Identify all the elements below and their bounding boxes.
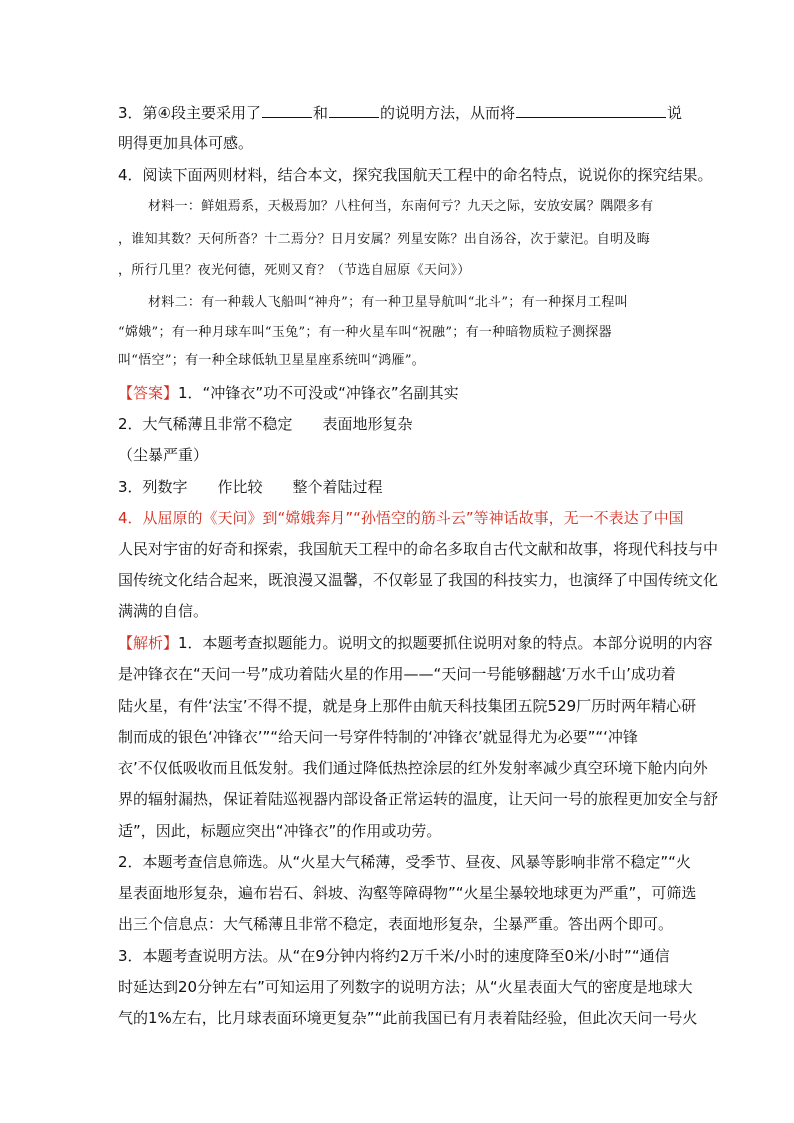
q3-text-3: 的说明方法，从而将 [380, 104, 516, 122]
material-1-line: ，谁知其数？天何所沓？十二焉分？日月安属？列星安陈？出自汤谷，次于蒙汜。自明及晦 [118, 232, 651, 247]
answer-4-line: 国传统文化结合起来，既浪漫又温馨，不仅彰显了我国的科技实力，也演绎了中国传统文化 [118, 571, 719, 589]
answer-tag: 【答案】 [118, 384, 179, 402]
q3-text-1: 3．第④段主要采用了 [118, 104, 261, 122]
analysis-tag: 【解析】 [118, 634, 179, 652]
answer-4-line: 4．从屈原的《天问》到“嫦娥奔月”“孙悟空的筋斗云”等神话故事，无一不表达了中国 [118, 509, 684, 527]
answer-4-line: 人民对宇宙的好奇和探索，我国航天工程中的命名多取自古代文献和故事，将现代科技与中 [118, 540, 719, 558]
q3-text-2: 和 [313, 104, 329, 122]
material-2-line: “嫦娥”；有一种月球车叫“玉兔”；有一种火星车叫“祝融”；有一种暗物质粒子测探器 [118, 325, 612, 340]
answer-blank [329, 101, 379, 118]
analysis-line: 气的1%左右，比月球表面环境更复杂”“此前我国已有月表着陆经验，但此次天问一号火 [118, 1009, 698, 1027]
analysis-line: 制而成的银色‘冲锋衣’”“给天问一号穿件特制的‘冲锋衣’就显得尤为必要”“‘冲锋 [118, 728, 638, 746]
answer-4-line: 满满的自信。 [118, 602, 209, 620]
answer-line-2: 2．大气稀薄且非常不稳定 表面地形复杂 [118, 415, 413, 433]
analysis-text: 1．本题考查拟题能力。说明文的拟题要抓住说明对象的特点。本部分说明的内容 [178, 634, 713, 652]
answer-blank [262, 101, 312, 118]
answer-line-1 [118, 382, 678, 404]
question-3-line2: 明得更加具体可感。 [118, 134, 254, 152]
answer-blank [516, 101, 666, 118]
answer-line-3: （尘暴严重） [118, 446, 209, 464]
analysis-line: 界的辐射漏热，保证着陆巡视器内部设备正常运转的温度，让天问一号的旅程更加安全与舒 [118, 790, 719, 808]
material-2-line: 材料二：有一种载人飞船叫“神舟”；有一种卫星导航叫“北斗”；有一种探月工程叫 [148, 295, 628, 310]
analysis-line: 是冲锋衣在“天问一号”成功着陆火星的作用——“天问一号能够翻越‘万水千山’成功着 [118, 665, 676, 683]
analysis-line-first [118, 632, 713, 654]
material-1-line: 材料一：鲜姐焉系，天极焉加？八柱何当，东南何亏？九天之际，安放安属？隅隈多有 [148, 199, 654, 214]
analysis-line: 出三个信息点：大气稀薄且非常不稳定，表面地形复杂，尘暴严重。答出两个即可。 [118, 915, 674, 933]
question-3-line1 [118, 101, 683, 124]
analysis-line: 2．本题考查信息筛选。从“火星大气稀薄，受季节、昼夜、风暴等影响非常不稳定”“火 [118, 853, 691, 871]
analysis-line: 适”，因此，标题应突出“冲锋衣”的作用或功劳。 [118, 822, 442, 840]
answer-line-4: 3．列数字 作比较 整个着陆过程 [118, 478, 383, 496]
analysis-line: 时延达到20分钟左右”可知运用了列数字的说明方法；从“火星表面大气的密度是地球大 [118, 978, 693, 996]
material-2-line: 叫“悟空”；有一种全球低轨卫星星座系统叫“鸿雁”。 [118, 353, 426, 368]
analysis-line: 陆火星，有件‘法宝’不得不提，就是身上那件由航天科技集团五院529厂历时两年精心研 [118, 697, 697, 715]
analysis-line: 衣’不仅低吸收而且低发射。我们通过降低热控涂层的红外发射率减少真空环境下舱内向外 [118, 759, 708, 777]
material-1-line: ，所行几里？夜光何德，死则又育？（节选自屈原《天问》） [118, 263, 471, 278]
analysis-line: 3．本题考查说明方法。从“在9分钟内将约2万千米/小时的速度降至0米/小时”“通信 [118, 947, 670, 965]
analysis-line: 星表面地形复杂，遍布岩石、斜坡、沟壑等障碍物”“火星尘暴较地球更为严重”，可筛选 [118, 884, 697, 902]
q3-text-4: 说 [667, 104, 683, 122]
question-4-line: 4．阅读下面两则材料，结合本文，探究我国航天工程中的命名特点，说说你的探究结果。 [118, 166, 713, 184]
answer-text: 1．“冲锋衣”功不可没或“冲锋衣”名副其实 [178, 384, 459, 402]
